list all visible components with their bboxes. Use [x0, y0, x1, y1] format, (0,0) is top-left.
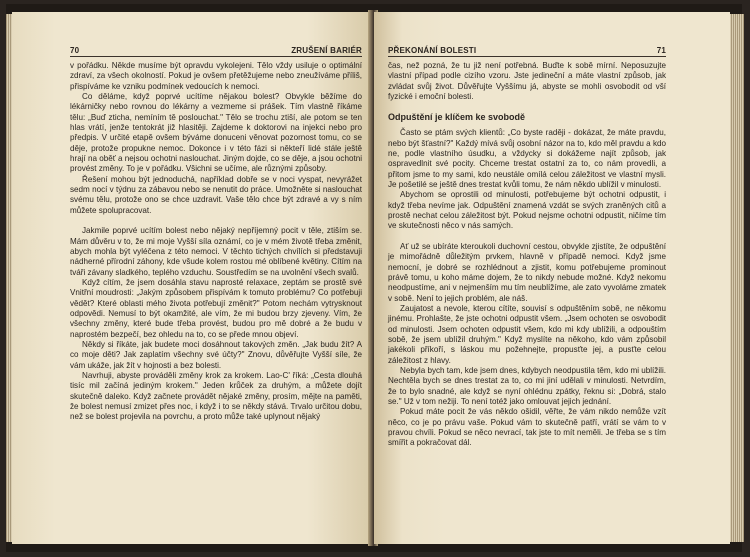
- left-page-header: [70, 46, 362, 57]
- left-paragraph: Někdy si říkáte, jak budete moci dosáhnout takových změn. „Jak budu žít? A co moje děti? Jak zaplatím všechny své účty?" Znovu, důvěřujte Vyšší síle, že vám ukáže, jak žít v hojnosti a bez bolesti.: [70, 339, 362, 370]
- left-page: [12, 12, 372, 544]
- left-page-body: [70, 61, 362, 423]
- right-paragraph: Často se ptám svých klientů: „Co byste raději - dokázat, že máte pravdu, nebo být šťastní?" Každý mívá svůj osobní názor na to, kdo měl pravdu a kdo ne, podle vlastního úsudku, a vždycky si dokážeme najít způsob, jak ospravedlnit své pocity. Chceme trestat ostatní za to, co nám provedli, a přitom jsme to my sami, kdo neustále omílá celou záležitost ve vlastní mysli. Je pošetilé se ještě dnes trestat kvůli tomu, že nám někdo ublížil v minulosti.: [388, 128, 666, 190]
- left-page-number: 70: [70, 46, 80, 55]
- right-paragraph: čas, než pozná, že tu již není potřebná. Buďte k sobě mírní. Neposuzujte vlastní případ podle cizího vzoru. Jste jedineční a máte vlastní způsob, jak zvládat svůj život. Důvěřujte Vyššímu já, abyste se mohli osvobodit od vší fyzické i emoční bolesti.: [388, 61, 666, 102]
- right-page-number: 71: [656, 46, 666, 55]
- right-paragraph: Nebyla bych tam, kde jsem dnes, kdybych neodpustila těm, kdo mi ublížili. Nechtěla bych se dnes trestat za to, co mi jiní udělali v minulosti. Netvrdím, že to bylo snadné, ale když se nyní ohlédnu zpátky, řeknu si: „Dobrá, stalo se." Už v tom nežiji. To není totéž jako omlouvat jejich jednání.: [388, 365, 666, 406]
- left-paragraph: Co děláme, když poprvé ucítíme nějakou bolest? Obvykle běžíme do lékárničky nebo rovnou do lékárny a vezmeme si prášek. Tím vlastně říkáme tělu: „Buď zticha, nemíním tě poslouchat." Tělo se trochu ztiší, ale potom se ten hlas vrátí, jenže tentokrát již hlasitěji. Zajdeme k doktorovi na injekci nebo pro předpis. V určité etapě ovšem býváme donuceni věnovat pozornost tomu, co se děje, protože propukne nemoc. Dokonce i v této fázi si někteří lidé stále ještě hrají na oběť a nejsou ochotni naslouchat. Jiným dojde, co se děje, a jsou ochotni provést změny. To je v pořádku. Všichni se učíme, ale různými způsoby.: [70, 92, 362, 174]
- right-page: [374, 12, 730, 544]
- left-paragraph: Jakmile poprvé ucítím bolest nebo nějaký nepříjemný pocit v těle, ztiším se. Mám důvěru v to, že mi moje Vyšší síla oznámí, co je v mém životě třeba změnit, abych mohla být vyléčena z této nemoci. V těchto tichých chvílích si představuji nádherné přírodní záhony, kde všude kolem rostou mé oblíbené květiny. Cítím na tváři závany sladkého, teplého vzduchu. Soustředím se na uvolnění všech svalů.: [70, 226, 362, 277]
- right-running-head: PŘEKONÁNÍ BOLESTI: [388, 46, 477, 55]
- right-paragraph: Zaujatost a nevole, kterou cítíte, souvisí s odpuštěním sobě, ne někomu jinému. Prohlašte, že jste ochotni odpustit všem. „Jsem ochoten se osvobodit od minulosti. Jsem ochoten odpustit všem, kdo mi kdy ublížili, a odpouštím sobě, že jsem ublížil druhým." Když myslíte na někoho, kdo vám způsobil jakékoli příkoří, s láskou mu požehnejte, propusťte jej, a pusťte celou záležitost z hlavy.: [388, 303, 666, 365]
- right-page-header: [388, 46, 666, 57]
- open-book: [6, 4, 742, 552]
- left-paragraph: v pořádku. Někde musíme být opravdu vykolejeni. Tělo vždy usiluje o optimální zdraví, za všech okolností. Pokud je ovšem přetěžujeme nebo zneužíváme příliš, přispíváme ke vzniku podmínek vedoucích k nemoci.: [70, 61, 362, 91]
- right-page-body: [388, 61, 666, 449]
- left-paragraph: Řešení mohou být jednoduchá, například dobře se v noci vyspat, nevyrážet sedm nocí v týdnu za zábavou nebo se nenutit do práce. Umožněte si naslouchat svému tělu, protože ono se chce uzdravit. Vaše tělo chce být zdravé a vy s ním můžete spolupracovat.: [70, 174, 362, 215]
- left-paragraph: Když cítím, že jsem dosáhla stavu naprosté relaxace, zeptám se prostě své Vnitřní moudrosti: „Jakým způsobem přispívám k tomuto problému? Co potřebuji vědět? Které oblasti mého života potřebují změnit?" Potom nechám vytrysknout odpovědi. Nemusí to být okamžité, ale vím, že mi budou brzy zjeveny. Vím, že všechny změny, které bude třeba provést, budou pro mě dobré a že budu v naprostém bezpečí, bez ohledu na to, co se přede mnou objeví.: [70, 277, 362, 339]
- left-paragraph: Navrhuji, abyste prováděli změny krok za krokem. Lao-C' říká: „Cesta dlouhá tisíc mil začíná jediným krokem." Jeden krůček za druhým, a můžete dojít skutečně daleko. Když začnete provádět nějaké změny, prosím, mějte na paměti, že bolest nemusí zmizet přes noc, i když i to se někdy stává. Trvalo určitou dobu, než se bolest projevila na povrchu, a proto může také uplynout nějaký: [70, 370, 362, 422]
- page-stack-right: [730, 14, 744, 542]
- section-heading: Odpuštění je klíčem ke svobodě: [388, 112, 526, 123]
- right-paragraph: Pokud máte pocit že vás někdo ošidil, věřte, že vám nikdo nemůže vzít něco, co je po právu vaše. Pokud vám to skutečně patří, vrátí se vám to v pravou chvíli. Pokud se něco nevrací, tak jste to mít neměli. Je třeba se s tím smířit a pokračovat dál.: [388, 407, 666, 448]
- left-running-head: ZRUŠENÍ BARIÉR: [291, 46, 362, 55]
- right-paragraph: Abychom se oprostili od minulosti, potřebujeme být ochotni odpustit, i když třeba nevíme jak. Odpuštění znamená vzdát se svých zraněných citů a prostě nechat celou záležitost být. Pokud nejsme ochotni odpustit, ničíme tím ve skutečnosti něco v nás samých.: [388, 190, 666, 231]
- right-paragraph: Ať už se ubíráte kteroukoli duchovní cestou, obvykle zjistíte, že odpuštění je mimořádně důležitým prvkem, hlavně v případě nemoci. Když jsme nemocní, je dobré se rozhlédnout a zjistit, komu potřebujeme prominout právě tomu, u koho máme dojem, že to nikdy nebude možné. Když nekomu neodpustíme, ani v nejmenším mu tím neublížíme, ale zato vyvoláme zmatek v sobě. Není to jejich problém, ale náš.: [388, 241, 666, 303]
